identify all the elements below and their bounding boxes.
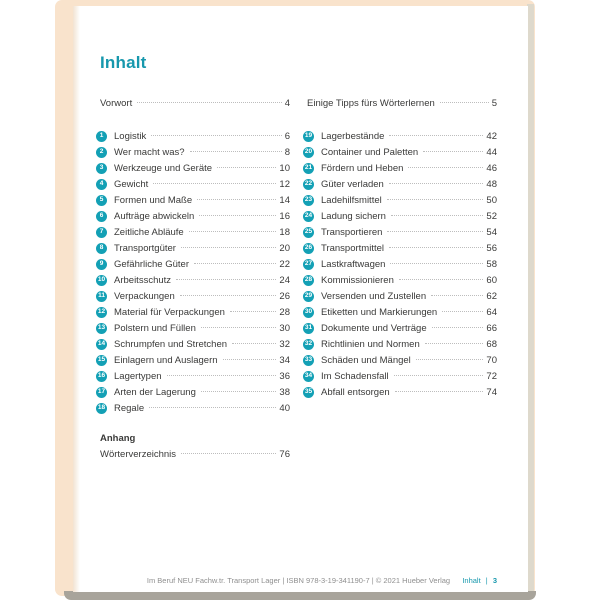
dotted-leader [189,230,277,232]
chapter-number-badge: 6 [96,211,107,222]
dotted-leader [223,358,277,360]
chapter-title: Transportgüter [114,242,176,254]
chapter-page-number: 68 [486,338,497,350]
toc-entry [303,272,497,288]
chapter-page-number: 66 [486,322,497,334]
chapter-title: Ladehilfsmittel [321,194,382,206]
chapter-title: Material für Verpackungen [114,306,225,318]
entry-label: Vorwort [100,97,133,109]
toc-entry [96,240,290,256]
dotted-leader [153,182,276,184]
dotted-leader [425,342,484,344]
chapter-page-number: 74 [486,386,497,398]
toc-entry [96,304,290,320]
chapter-number-badge: 33 [303,355,314,366]
chapter-number-badge: 30 [303,307,314,318]
chapter-title: Schrumpfen und Stretchen [114,338,228,350]
toc-entry [303,128,497,144]
chapter-title: Transportmittel [321,242,384,254]
chapter-page-number: 16 [279,210,290,222]
chapter-page-number: 70 [486,354,497,366]
dotted-leader [390,262,483,264]
chapter-number-badge: 18 [96,403,107,414]
chapter-page-number: 60 [486,274,497,286]
chapter-number-badge: 32 [303,339,314,350]
chapter-page-number: 14 [279,194,290,206]
toc-entry [96,224,290,240]
chapter-number-badge: 25 [303,227,314,238]
chapter-page-number: 48 [486,178,497,190]
chapter-page-number: 38 [279,386,290,398]
page-footer [100,576,497,586]
chapter-page-number: 30 [279,322,290,334]
chapter-page-number: 72 [486,370,497,382]
dotted-leader [232,342,276,344]
chapter-title: Einlagern und Auslagern [114,354,218,366]
appendix-heading: Anhang [100,432,136,444]
chapter-page-number: 28 [279,306,290,318]
chapter-number-badge: 35 [303,387,314,398]
chapter-title: Ladung sichern [321,210,386,222]
dotted-leader [190,150,282,152]
toc-entry [96,368,290,384]
toc-page [73,6,528,592]
chapter-number-badge: 31 [303,323,314,334]
chapter-page-number: 24 [279,274,290,286]
dotted-leader [440,101,489,103]
chapter-title: Gewicht [114,178,149,190]
dotted-leader [389,246,483,248]
chapter-title: Gefährliche Güter [114,258,189,270]
toc-entry [96,400,290,416]
chapter-number-badge: 10 [96,275,107,286]
chapter-number-badge: 21 [303,163,314,174]
chapter-page-number: 52 [486,210,497,222]
chapter-page-number: 32 [279,338,290,350]
toc-entry [303,384,497,400]
dotted-leader [442,310,483,312]
dotted-leader [181,246,276,248]
chapter-title: Logistik [114,130,147,142]
chapter-title: Dokumente und Verträge [321,322,427,334]
chapter-title: Aufträge abwickeln [114,210,195,222]
toc-entry [96,352,290,368]
dotted-leader [389,182,484,184]
chapter-title: Werkzeuge und Geräte [114,162,213,174]
dotted-leader [197,198,276,200]
entry-page-number: 5 [491,97,497,109]
toc-entry [96,144,290,160]
chapter-title: Lagertypen [114,370,162,382]
dotted-leader [408,166,483,168]
entry-label: Einige Tipps fürs Wörterlernen [307,97,435,109]
dotted-leader [399,278,484,280]
chapter-number-badge: 1 [96,131,107,142]
footer-divider: | [485,576,488,585]
chapter-title: Container und Paletten [321,146,419,158]
chapter-number-badge: 27 [303,259,314,270]
chapter-page-number: 34 [279,354,290,366]
dotted-leader [181,452,276,454]
dotted-leader [180,294,277,296]
chapter-title: Im Schadensfall [321,370,389,382]
toc-entry [96,336,290,352]
footer-imprint: Im Beruf NEU Fachw.tr. Transport Lager | ISBN 978-3-19-341190-7 | © 2021 Hueber Verlag [146,576,451,585]
chapter-page-number: 46 [486,162,497,174]
toc-entry [96,272,290,288]
chapter-title: Fördern und Heben [321,162,404,174]
dotted-leader [391,214,483,216]
toc-entry [96,256,290,272]
dotted-leader [395,390,484,392]
dotted-leader [416,358,484,360]
chapter-page-number: 64 [486,306,497,318]
toc-entry [96,288,290,304]
chapter-title: Etiketten und Markierungen [321,306,438,318]
chapter-title: Kommissionieren [321,274,394,286]
chapter-page-number: 62 [486,290,497,302]
toc-entry [96,320,290,336]
toc-entry [96,176,290,192]
book-right-edge [527,4,534,593]
chapter-number-badge: 9 [96,259,107,270]
chapter-page-number: 10 [279,162,290,174]
dotted-leader [149,406,276,408]
chapter-number-badge: 15 [96,355,107,366]
chapter-page-number: 8 [284,146,290,158]
chapter-number-badge: 24 [303,211,314,222]
dotted-leader [394,374,484,376]
chapter-page-number: 58 [486,258,497,270]
entry-page-number: 4 [284,97,290,109]
dotted-leader [387,198,484,200]
chapter-title: Schäden und Mängel [321,354,411,366]
chapter-number-badge: 34 [303,371,314,382]
chapter-number-badge: 23 [303,195,314,206]
toc-entry [303,320,497,336]
dotted-leader [167,374,277,376]
toc-entry [303,336,497,352]
chapter-number-badge: 11 [96,291,107,302]
dotted-leader [151,134,281,136]
footer-page-reference [456,576,497,585]
chapter-number-badge: 8 [96,243,107,254]
footer-section-label: Inhalt [462,576,481,585]
chapter-title: Regale [114,402,145,414]
toc-entry [303,176,497,192]
chapter-list-left [96,128,290,416]
toc-entry [96,384,290,400]
toc-columns [97,95,497,462]
toc-entry [303,208,497,224]
chapter-title: Verpackungen [114,290,175,302]
book-bottom-edge [64,591,536,600]
toc-entry-tipps [307,95,497,111]
chapter-page-number: 22 [279,258,290,270]
chapter-title: Richtlinien und Normen [321,338,420,350]
page-title: Inhalt [100,53,147,72]
toc-entry [303,144,497,160]
toc-entry [303,256,497,272]
chapter-title: Versenden und Zustellen [321,290,427,302]
dotted-leader [389,134,483,136]
chapter-title: Lagerbestände [321,130,385,142]
chapter-number-badge: 28 [303,275,314,286]
chapter-number-badge: 4 [96,179,107,190]
chapter-title: Arten der Lagerung [114,386,196,398]
toc-left-column [97,95,290,462]
chapter-page-number: 20 [279,242,290,254]
chapter-page-number: 50 [486,194,497,206]
toc-entry [96,128,290,144]
dotted-leader [423,150,483,152]
chapter-number-badge: 14 [96,339,107,350]
toc-entry [96,160,290,176]
chapter-title: Lastkraftwagen [321,258,386,270]
chapter-page-number: 56 [486,242,497,254]
footer-page-number: 3 [492,576,497,585]
chapter-page-number: 54 [486,226,497,238]
chapter-title: Wer macht was? [114,146,185,158]
toc-entry [303,352,497,368]
dotted-leader [387,230,483,232]
chapter-number-badge: 12 [96,307,107,318]
toc-entry [303,240,497,256]
chapter-number-badge: 22 [303,179,314,190]
chapter-number-badge: 3 [96,163,107,174]
chapter-page-number: 18 [279,226,290,238]
chapter-page-number: 26 [279,290,290,302]
dotted-leader [137,101,281,103]
chapter-number-badge: 26 [303,243,314,254]
dotted-leader [176,278,276,280]
chapter-number-badge: 2 [96,147,107,158]
chapter-number-badge: 7 [96,227,107,238]
chapter-page-number: 36 [279,370,290,382]
toc-entry [96,192,290,208]
dotted-leader [201,390,277,392]
toc-entry [303,368,497,384]
chapter-number-badge: 29 [303,291,314,302]
chapter-list-right [303,128,497,400]
chapter-title: Transportieren [321,226,383,238]
chapter-title: Güter verladen [321,178,384,190]
chapter-title: Abfall entsorgen [321,386,390,398]
toc-entry [303,192,497,208]
dotted-leader [194,262,276,264]
dotted-leader [199,214,276,216]
dotted-leader [431,294,483,296]
toc-entry [303,224,497,240]
chapter-number-badge: 13 [96,323,107,334]
dotted-leader [432,326,484,328]
chapter-title: Formen und Maße [114,194,193,206]
entry-page-number: 76 [279,448,290,460]
chapter-title: Zeitliche Abläufe [114,226,184,238]
chapter-page-number: 44 [486,146,497,158]
dotted-leader [217,166,276,168]
entry-label: Wörterverzeichnis [100,448,177,460]
dotted-leader [230,310,277,312]
toc-entry-appendix [100,446,290,462]
toc-right-column [304,95,497,462]
chapter-page-number: 42 [486,130,497,142]
toc-entry [303,160,497,176]
toc-entry [303,288,497,304]
chapter-page-number: 6 [284,130,290,142]
chapter-page-number: 12 [279,178,290,190]
chapter-number-badge: 16 [96,371,107,382]
toc-entry [303,304,497,320]
dotted-leader [201,326,277,328]
chapter-title: Polstern und Füllen [114,322,196,334]
chapter-page-number: 40 [279,402,290,414]
toc-entry-vorwort [100,95,290,111]
appendix-section [100,430,290,462]
toc-entry [96,208,290,224]
chapter-number-badge: 19 [303,131,314,142]
chapter-number-badge: 5 [96,195,107,206]
chapter-number-badge: 20 [303,147,314,158]
chapter-number-badge: 17 [96,387,107,398]
chapter-title: Arbeitsschutz [114,274,172,286]
